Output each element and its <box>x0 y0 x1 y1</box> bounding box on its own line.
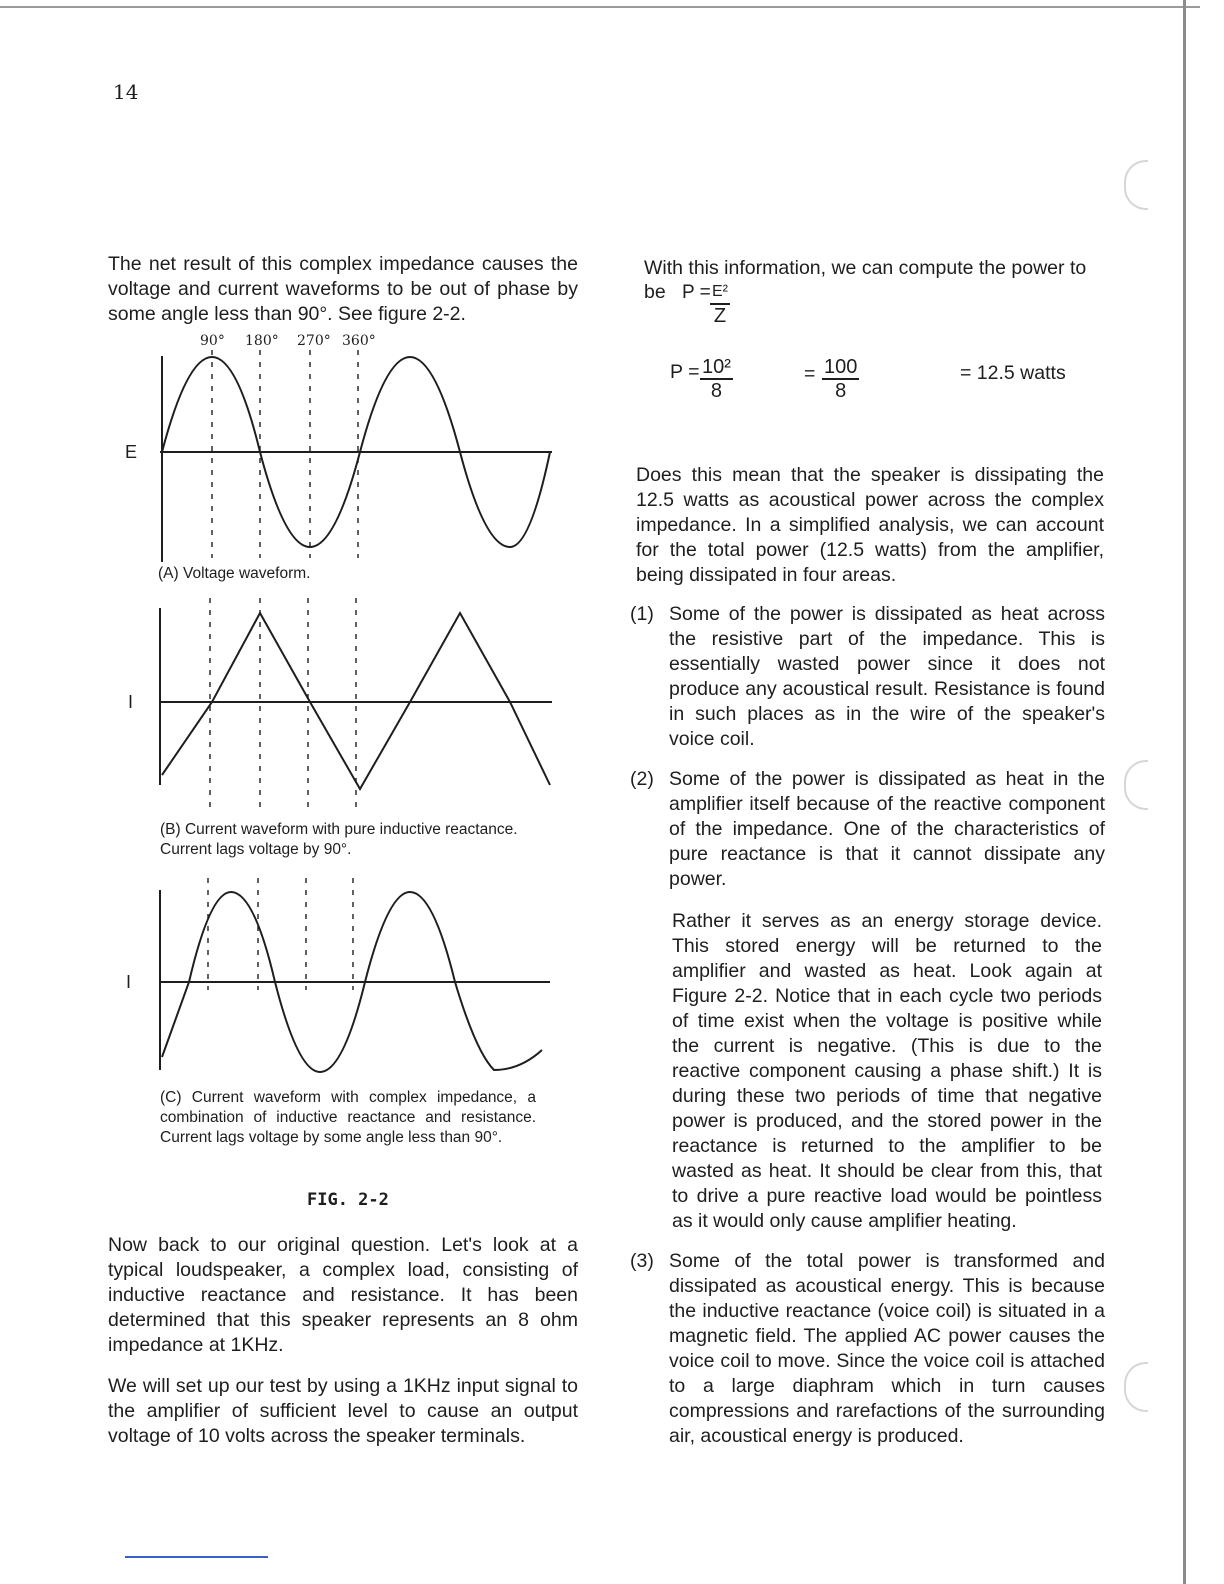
formula-z: Z <box>713 305 727 327</box>
formula-e-squared: E² <box>710 281 730 305</box>
figure-label: FIG. 2-2 <box>307 1190 389 1210</box>
bottom-rule <box>125 1556 268 1558</box>
list-item-text: Some of the total power is transformed and dissipated as acoustical energy. This is because the inductive reactance (voice coil) is situated in a magnetic field. The applied AC power causes the voice coil to move. Since the voice coil is attached to a large diaphram which in turn causes compressions and rarefactions of the surrounding air, acoustical energy is produced. <box>669 1250 1105 1447</box>
paragraph-loudspeaker: Now back to our original question. Let's look at a typical loudspeaker, a complex load, consisting of inductive reactance and resistance. It has been determined that this speaker represents an 8 ohm impedance at 1KHz. <box>108 1234 578 1356</box>
caption-a: (A) Voltage waveform. <box>158 565 311 582</box>
degree-label-90: 90° <box>200 333 225 349</box>
formula-eight-2: 8 <box>835 380 847 402</box>
list-item-text: Some of the power is dissipated as heat across the resistive part of the impedance. This is essentially wasted power since it does not produce any acoustical result. Resistance is found in such places as in the wire of the speaker's voice coil. <box>669 603 1105 750</box>
formula-fraction-e2-z <box>710 281 730 327</box>
paragraph-test-setup: We will set up our test by using a 1KHz input signal to the amplifier of sufficient level to cause an output voltage of 10 volts across the speaker terminals. <box>108 1375 578 1447</box>
waveform-diagram <box>110 330 580 1090</box>
panel-b-current-inductive <box>160 598 552 812</box>
list-item-text: Some of the power is dissipated as heat in the amplifier itself because of the reactive component of the impedance. One of the characteristics of pure reactance is that it cannot dissipate any power. <box>669 768 1105 890</box>
intro-paragraph: The net result of this complex impedance causes the voltage and current waveforms to be out of phase by some angle less than 90°. See figure 2-2. <box>108 253 578 325</box>
axis-letter-i-c: I <box>126 972 132 992</box>
paragraph-compute: With this information, we can compute the power to <box>644 257 1087 279</box>
formula-fraction-10sq-8 <box>700 356 733 402</box>
degree-label-360: 360° <box>342 333 376 349</box>
degree-label-270: 270° <box>297 333 331 349</box>
formula-eight: 8 <box>710 380 723 402</box>
formula-result: = 12.5 watts <box>960 362 1066 384</box>
top-scan-edge <box>0 6 1200 8</box>
page-number: 14 <box>113 80 139 104</box>
binding-mark <box>1124 760 1148 810</box>
binding-mark <box>1124 160 1148 210</box>
formula-ten-squared: 10² <box>702 356 731 378</box>
panel-c-current-complex <box>160 878 550 1072</box>
formula-be: be <box>644 281 666 303</box>
axis-letter-e: E <box>125 442 138 462</box>
list-item-number: (3) <box>630 1250 654 1272</box>
formula-fraction-100-8 <box>822 356 859 402</box>
paragraph-dissipation: Does this mean that the speaker is dissipating the 12.5 watts as acoustical power across the complex impedance. In a simplified analysis, we can account for the total power (12.5 watts) from the amplifier, being dissipated in four areas. <box>636 464 1104 586</box>
degree-label-180: 180° <box>245 333 279 349</box>
list-item-number: (1) <box>630 603 654 625</box>
formula-hundred: 100 <box>824 356 858 378</box>
formula-p-eq-2: P = <box>670 361 700 383</box>
axis-letter-i-b: I <box>128 692 134 712</box>
binding-mark <box>1124 1362 1148 1412</box>
list-item-number: (2) <box>630 768 654 790</box>
list-item-2-continuation: Rather it serves as an energy storage device. This stored energy will be returned to the amplifier and wasted as heat. Look again at Figure 2-2. Notice that in each cycle two periods of time exist when the voltage is positive while the current is negative. (This is due to the reactive component causing a phase shift.) It is during these two periods of time that negative power is produced, and the stored power in the reactance is returned to the amplifier to be wasted as heat. It should be clear from this, that to drive a pure reactive load would be pointless as it would only cause amplifier heating. <box>672 910 1102 1232</box>
formula-p-eq: P = <box>682 282 711 303</box>
panel-a-voltage <box>160 350 552 562</box>
figure-2-2 <box>110 330 580 1220</box>
caption-c: (C) Current waveform with complex impedance, a combination of inductive reactance and resistance. Current lags voltage by some angle less than 90°. <box>160 1089 536 1146</box>
right-scan-edge <box>1183 0 1186 1584</box>
formula-equals: = <box>804 363 816 385</box>
caption-b: (B) Current waveform with pure inductive reactance. Current lags voltage by 90°. <box>160 821 518 858</box>
